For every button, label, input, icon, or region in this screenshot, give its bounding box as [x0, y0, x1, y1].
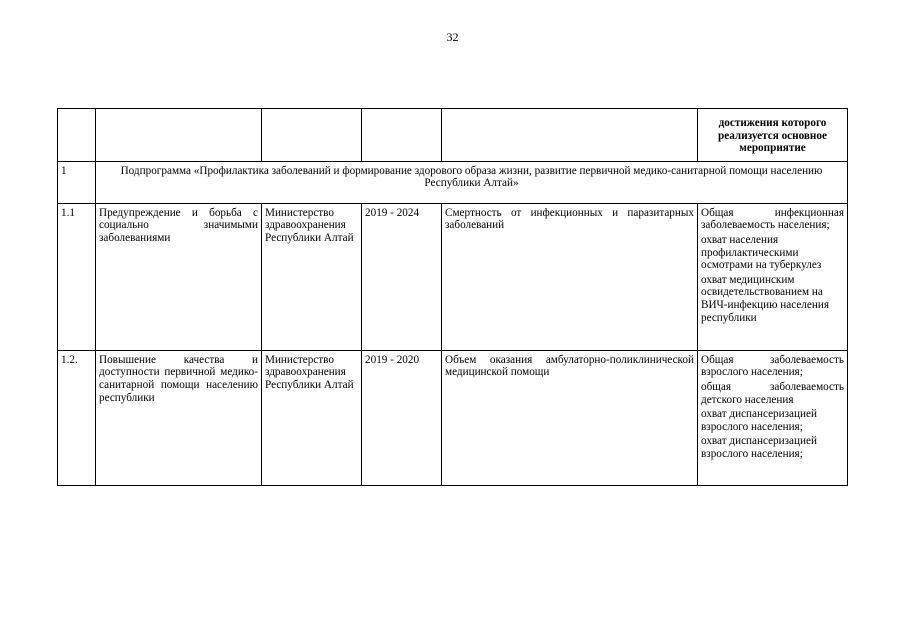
- header-cell-targets: достижения которого реализуется основное мероприятие: [698, 109, 848, 162]
- row-number: 1.1: [58, 203, 96, 350]
- target-indicator: Общая инфекционная заболеваемость населения;: [701, 206, 844, 232]
- row-activity-name: Предупреждение и борьба с социально значимыми заболеваниями: [96, 203, 262, 350]
- subprogram-row: [58, 161, 848, 203]
- program-table: [57, 108, 848, 486]
- table-row: [58, 350, 848, 485]
- row-executor: Министерство здравоохранения Республики Алтай: [262, 350, 362, 485]
- target-indicator: охват населения профилактическими осмотрами на туберкулез: [701, 233, 822, 272]
- subprogram-number: 1: [58, 161, 96, 203]
- row-period: 2019 - 2024: [362, 203, 442, 350]
- header-cell-indicator: [442, 109, 698, 162]
- row-activity-name: Повышение качества и доступности первичной медико-санитарной помощи населению республики: [96, 350, 262, 485]
- target-indicator: общая заболеваемость детского населения: [701, 380, 844, 406]
- row-number: 1.2.: [58, 350, 96, 485]
- row-targets: [698, 350, 848, 485]
- header-cell-period: [362, 109, 442, 162]
- table-header-row: [58, 109, 848, 162]
- target-indicator: охват медицинским освидетельствованием на ВИЧ-инфекцию населения республики: [701, 273, 829, 324]
- table-row: [58, 203, 848, 350]
- target-indicator: охват диспансеризацией взрослого населения;: [701, 408, 817, 433]
- row-indicator: Смертность от инфекционных и паразитарных заболеваний: [442, 203, 698, 350]
- row-executor: Министерство здравоохранения Республики Алтай: [262, 203, 362, 350]
- header-cell-num: [58, 109, 96, 162]
- header-cell-name: [96, 109, 262, 162]
- header-cell-executor: [262, 109, 362, 162]
- page-number: 32: [446, 30, 459, 44]
- row-indicator: Объем оказания амбулаторно-поликлинической медицинской помощи: [442, 350, 698, 485]
- target-indicator: охват диспансеризацией взрослого населения;: [701, 435, 817, 460]
- subprogram-title: Подпрограмма «Профилактика заболеваний и формирование здорового образа жизни, развитие первичной медико-санитарной помощи населению Республики Алтай»: [96, 161, 848, 203]
- target-indicator: Общая заболеваемость взрослого населения;: [701, 353, 844, 379]
- row-period: 2019 - 2020: [362, 350, 442, 485]
- row-targets: [698, 203, 848, 350]
